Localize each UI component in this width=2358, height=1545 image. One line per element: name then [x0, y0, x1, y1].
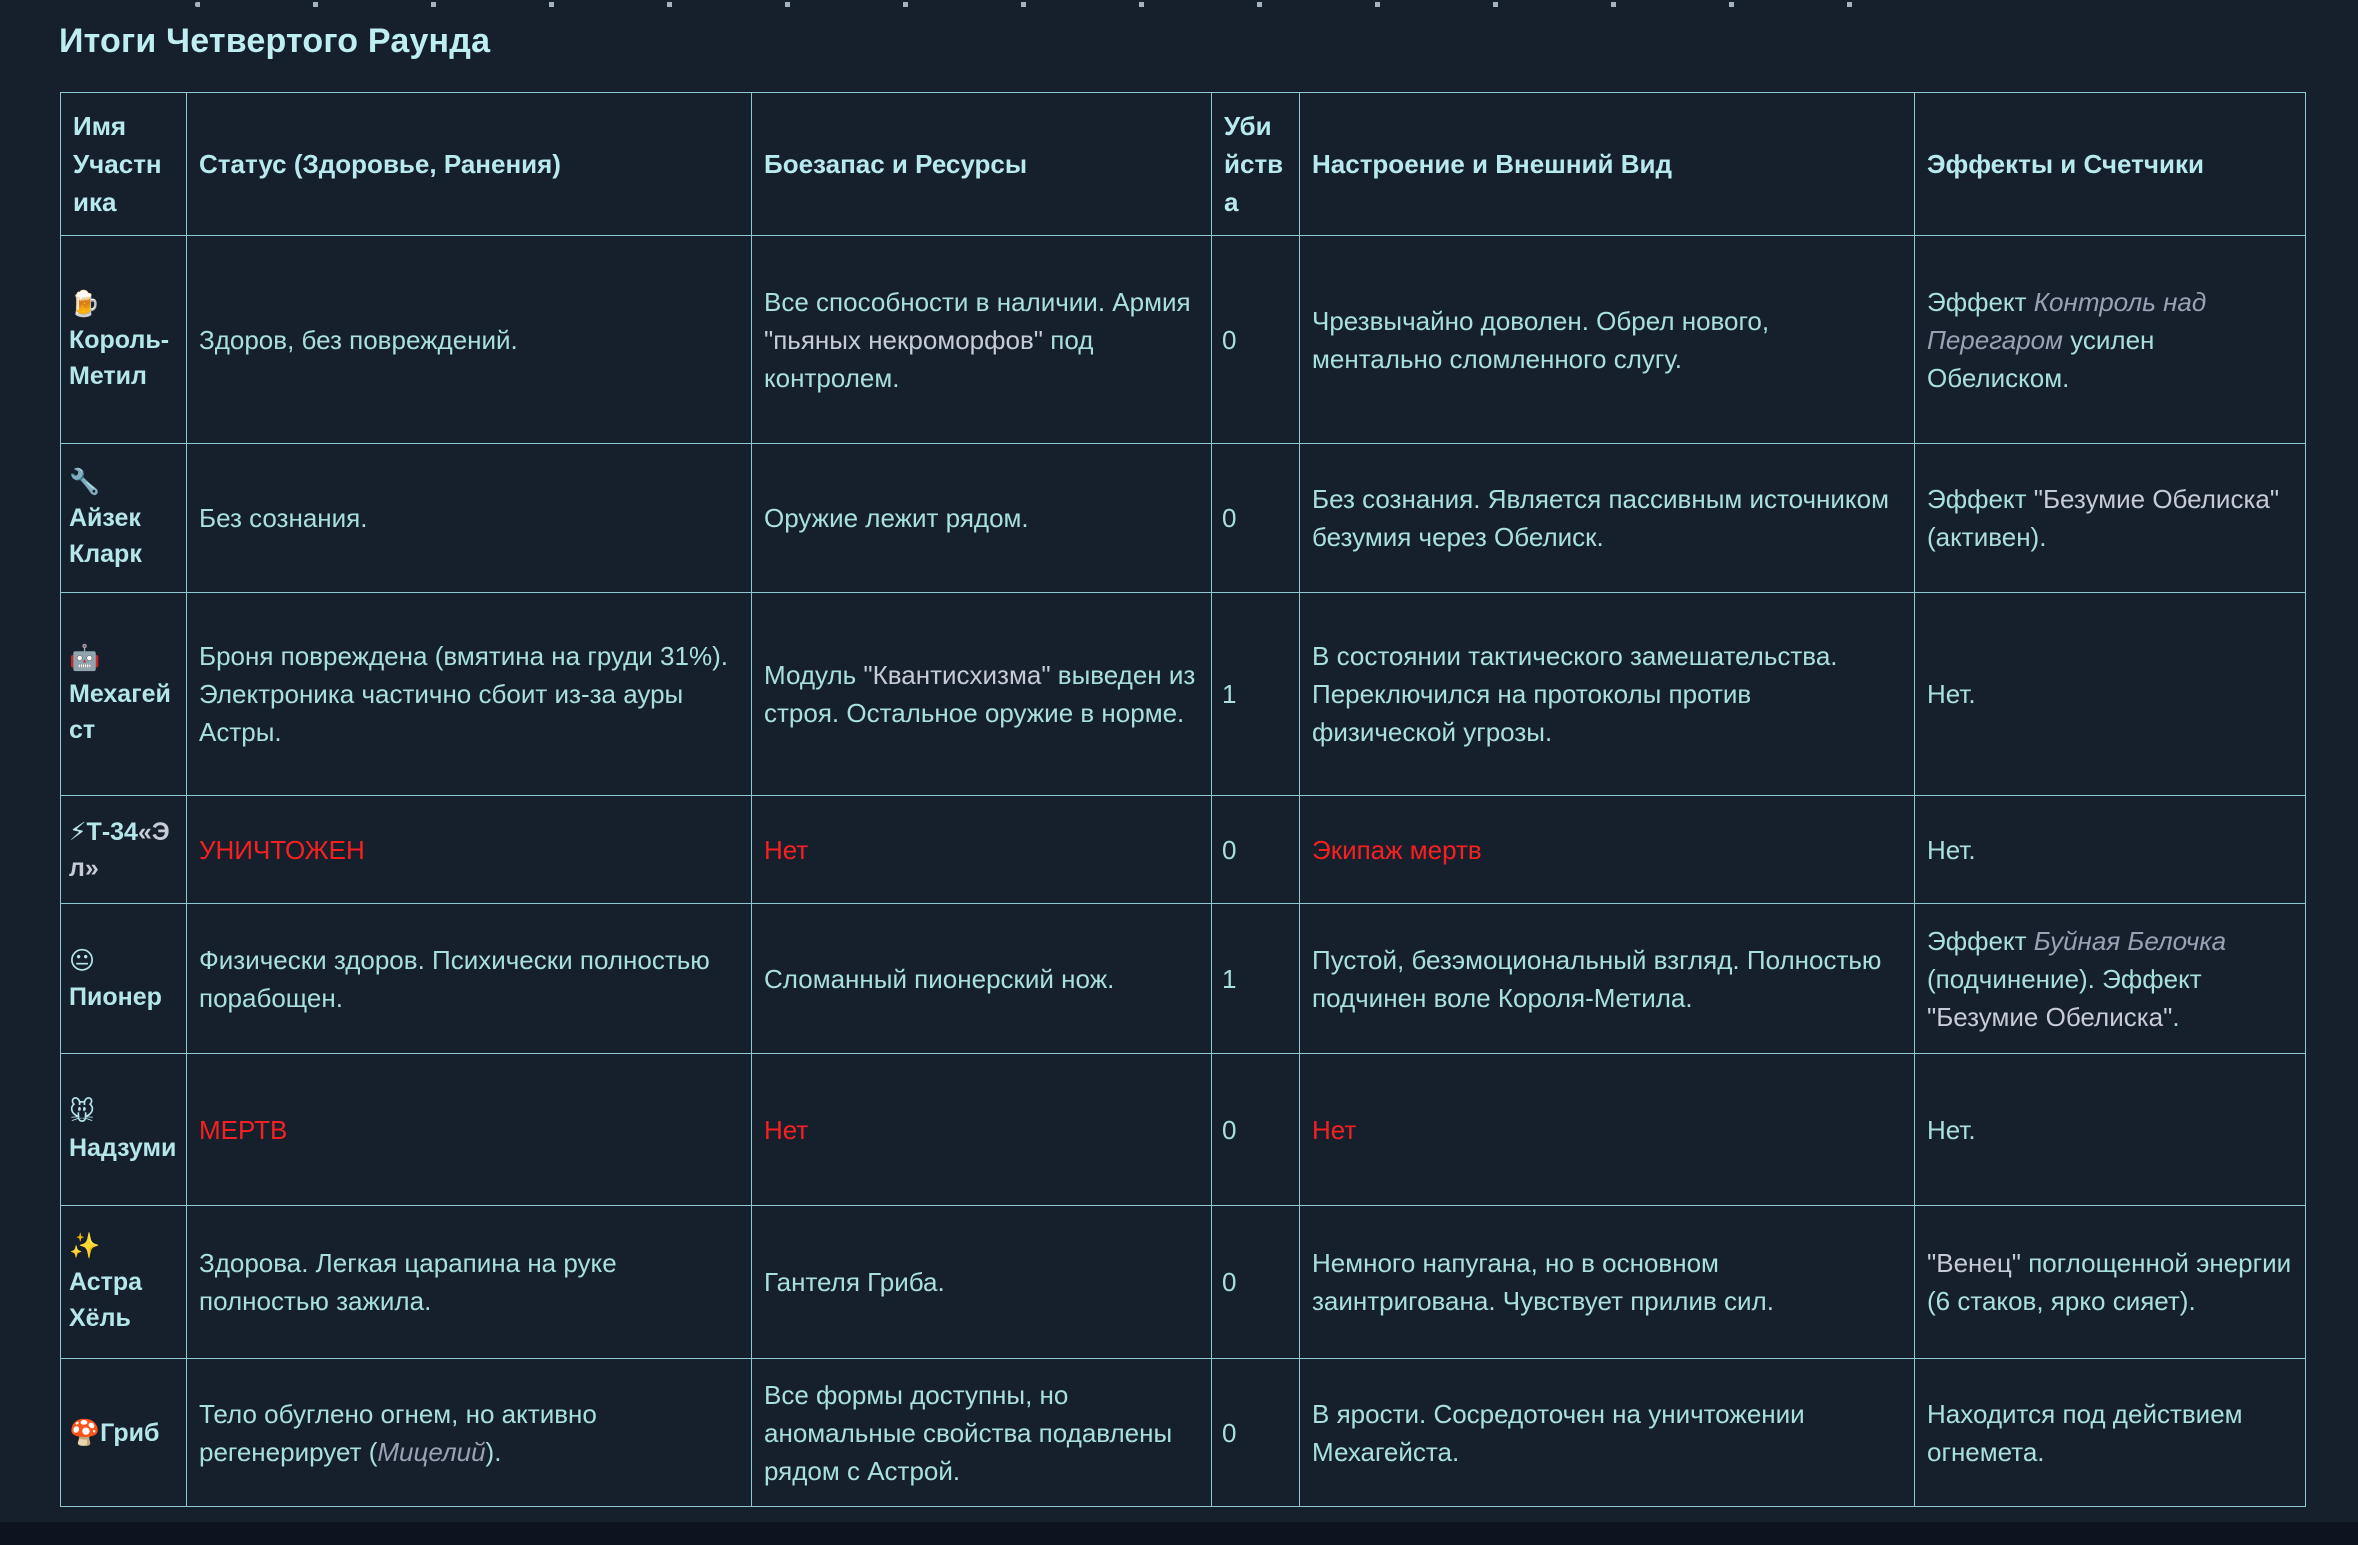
table-row: [61, 444, 2306, 593]
text-segment: Нет.: [1927, 834, 1976, 865]
ammo-resources-cell: [752, 236, 1212, 444]
table-row: [61, 904, 2306, 1054]
text-segment: 🤖 Мехагейст: [69, 644, 171, 744]
text-segment: 🐭 Надзуми: [69, 1097, 177, 1162]
table-row: [61, 236, 2306, 444]
text-segment: ).: [485, 1436, 502, 1467]
effects-counters-cell: [1915, 236, 2306, 444]
text-segment: Все формы доступны, но аномальные свойства подавлены рядом с Астрой.: [764, 1379, 1173, 1486]
effects-counters-cell: [1915, 796, 2306, 904]
kills-cell: 1: [1212, 904, 1300, 1054]
column-header: Убийства: [1212, 93, 1300, 236]
text-segment: "пьяных некроморфов": [764, 324, 1044, 355]
text-segment: (подчинение). Эффект: [1927, 963, 2202, 994]
ammo-resources-cell: [752, 1359, 1212, 1507]
text-segment: В состоянии тактического замешательства. Переключился на протоколы против физической угрозы.: [1312, 641, 1838, 747]
text-segment: поглощенной энергии (6 стаков, ярко сияет).: [1927, 1248, 2292, 1316]
status-cell: [187, 1359, 752, 1507]
status-cell: [187, 1206, 752, 1359]
mood-appearance-cell: [1300, 1206, 1915, 1359]
participant-name-cell: [61, 1054, 187, 1206]
effects-counters-cell: [1915, 1359, 2306, 1507]
text-segment: 😐 Пионер: [69, 946, 162, 1011]
text-segment: Модуль: [764, 660, 864, 690]
ammo-resources-cell: [752, 796, 1212, 904]
text-segment: Немного напугана, но в основном заинтригована. Чувствует прилив сил.: [1312, 1248, 1774, 1316]
text-segment: Нет: [1312, 1114, 1357, 1145]
text-segment: усилен Обелиском.: [1927, 324, 2155, 393]
participant-name-cell: [61, 593, 187, 796]
clipped-text-remnant: [195, 2, 1855, 7]
text-segment: выведен из строя. Остальное оружие в норме.: [764, 660, 1196, 728]
ammo-resources-cell: [752, 904, 1212, 1054]
mood-appearance-cell: [1300, 1054, 1915, 1206]
column-header: Эффекты и Счетчики: [1915, 93, 2306, 236]
status-cell: [187, 904, 752, 1054]
effects-counters-cell: [1915, 904, 2306, 1054]
text-segment: Нет: [764, 1114, 809, 1145]
status-cell: [187, 593, 752, 796]
effects-counters-cell: [1915, 593, 2306, 796]
text-segment: Мицелий: [377, 1436, 486, 1467]
text-segment: Эффект: [1927, 925, 2034, 956]
round-results-table: [60, 92, 2306, 1507]
kills-cell: 0: [1212, 796, 1300, 904]
text-segment: Без сознания. Является пассивным источником безумия через Обелиск.: [1312, 484, 1889, 552]
text-segment: Оружие лежит рядом.: [764, 503, 1029, 533]
text-segment: Контроль над Перегаром: [1927, 286, 2207, 355]
text-segment: Эффект: [1927, 484, 2034, 514]
text-segment: Броня повреждена (вмятина на груди 31%). Электроника частично сбоит из-за ауры Астры.: [199, 641, 728, 747]
mood-appearance-cell: [1300, 904, 1915, 1054]
text-segment: «Эл»: [69, 817, 170, 882]
kills-cell: 0: [1212, 1359, 1300, 1507]
text-segment: 🍄Гриб: [69, 1418, 160, 1447]
column-header: Боезапас и Ресурсы: [752, 93, 1212, 236]
text-segment: Нет: [764, 834, 809, 865]
text-segment: "Безумие Обелиска": [2033, 484, 2280, 514]
mood-appearance-cell: [1300, 796, 1915, 904]
kills-cell: 0: [1212, 1054, 1300, 1206]
header-row: [61, 93, 2306, 236]
table-row: [61, 796, 2306, 904]
participant-name-cell: [61, 1206, 187, 1359]
participant-name-cell: [61, 444, 187, 593]
effects-counters-cell: [1915, 444, 2306, 593]
participant-name-cell: [61, 904, 187, 1054]
column-header: Настроение и Внешний Вид: [1300, 93, 1915, 236]
text-segment: Пустой, безэмоциональный взгляд. Полностью подчинен воле Короля-Метила.: [1312, 944, 1882, 1013]
text-segment: под контролем.: [764, 324, 1094, 393]
participant-name-cell: [61, 1359, 187, 1507]
ammo-resources-cell: [752, 593, 1212, 796]
mood-appearance-cell: [1300, 236, 1915, 444]
status-cell: [187, 796, 752, 904]
text-segment: ✨ Астра Хёль: [69, 1232, 143, 1332]
text-segment: (активен).: [1927, 522, 2047, 552]
text-segment: Находится под действием огнемета.: [1927, 1398, 2243, 1467]
kills-cell: 1: [1212, 593, 1300, 796]
ammo-resources-cell: [752, 1206, 1212, 1359]
table-row: [61, 1054, 2306, 1206]
text-segment: ⚡Т-34: [69, 817, 138, 846]
text-segment: Сломанный пионерский нож.: [764, 963, 1115, 994]
table-row: [61, 1206, 2306, 1359]
status-cell: [187, 1054, 752, 1206]
ammo-resources-cell: [752, 1054, 1212, 1206]
text-segment: 🍺 Король-Метил: [69, 289, 170, 390]
text-segment: Нет.: [1927, 679, 1976, 709]
mood-appearance-cell: [1300, 593, 1915, 796]
text-segment: Эффект: [1927, 286, 2034, 317]
table-row: [61, 1359, 2306, 1507]
ammo-resources-cell: [752, 444, 1212, 593]
kills-cell: 0: [1212, 1206, 1300, 1359]
kills-cell: 0: [1212, 444, 1300, 593]
column-header: Статус (Здоровье, Ранения): [187, 93, 752, 236]
text-segment: "Квантисхизма": [863, 660, 1051, 690]
text-segment: 🔧 Айзек Кларк: [69, 468, 142, 568]
text-segment: Нет.: [1927, 1114, 1976, 1145]
participant-name-cell: [61, 236, 187, 444]
text-segment: Буйная Белочка: [2033, 925, 2227, 956]
text-segment: В ярости. Сосредоточен на уничтожении Мехагейста.: [1312, 1398, 1805, 1467]
bottom-strip: [0, 1522, 2358, 1545]
text-segment: Все способности в наличии. Армия: [764, 286, 1191, 317]
status-cell: [187, 444, 752, 593]
text-segment: Гантеля Гриба.: [764, 1267, 945, 1297]
mood-appearance-cell: [1300, 444, 1915, 593]
text-segment: Физически здоров. Психически полностью порабощен.: [199, 944, 710, 1013]
effects-counters-cell: [1915, 1206, 2306, 1359]
text-segment: Без сознания.: [199, 503, 368, 533]
participant-name-cell: [61, 796, 187, 904]
text-segment: .: [2172, 1001, 2180, 1032]
status-cell: [187, 236, 752, 444]
text-segment: "Безумие Обелиска": [1927, 1001, 2173, 1032]
mood-appearance-cell: [1300, 1359, 1915, 1507]
table-row: [61, 593, 2306, 796]
text-segment: Тело обуглено огнем, но активно регенерирует (: [199, 1398, 597, 1467]
page-title: Итоги Четвертого Раунда: [59, 22, 491, 60]
text-segment: УНИЧТОЖЕН: [199, 834, 365, 865]
column-header: Имя Участника: [61, 93, 187, 236]
text-segment: МЕРТВ: [199, 1114, 288, 1145]
text-segment: Здоров, без повреждений.: [199, 324, 518, 355]
table-header: [61, 93, 2306, 236]
text-segment: Экипаж мертв: [1312, 834, 1482, 865]
text-segment: Здорова. Легкая царапина на руке полностью зажила.: [199, 1248, 617, 1316]
text-segment: "Венец": [1927, 1248, 2021, 1278]
effects-counters-cell: [1915, 1054, 2306, 1206]
kills-cell: 0: [1212, 236, 1300, 444]
table-body: [61, 236, 2306, 1507]
text-segment: Чрезвычайно доволен. Обрел нового, ментально сломленного слугу.: [1312, 305, 1770, 374]
